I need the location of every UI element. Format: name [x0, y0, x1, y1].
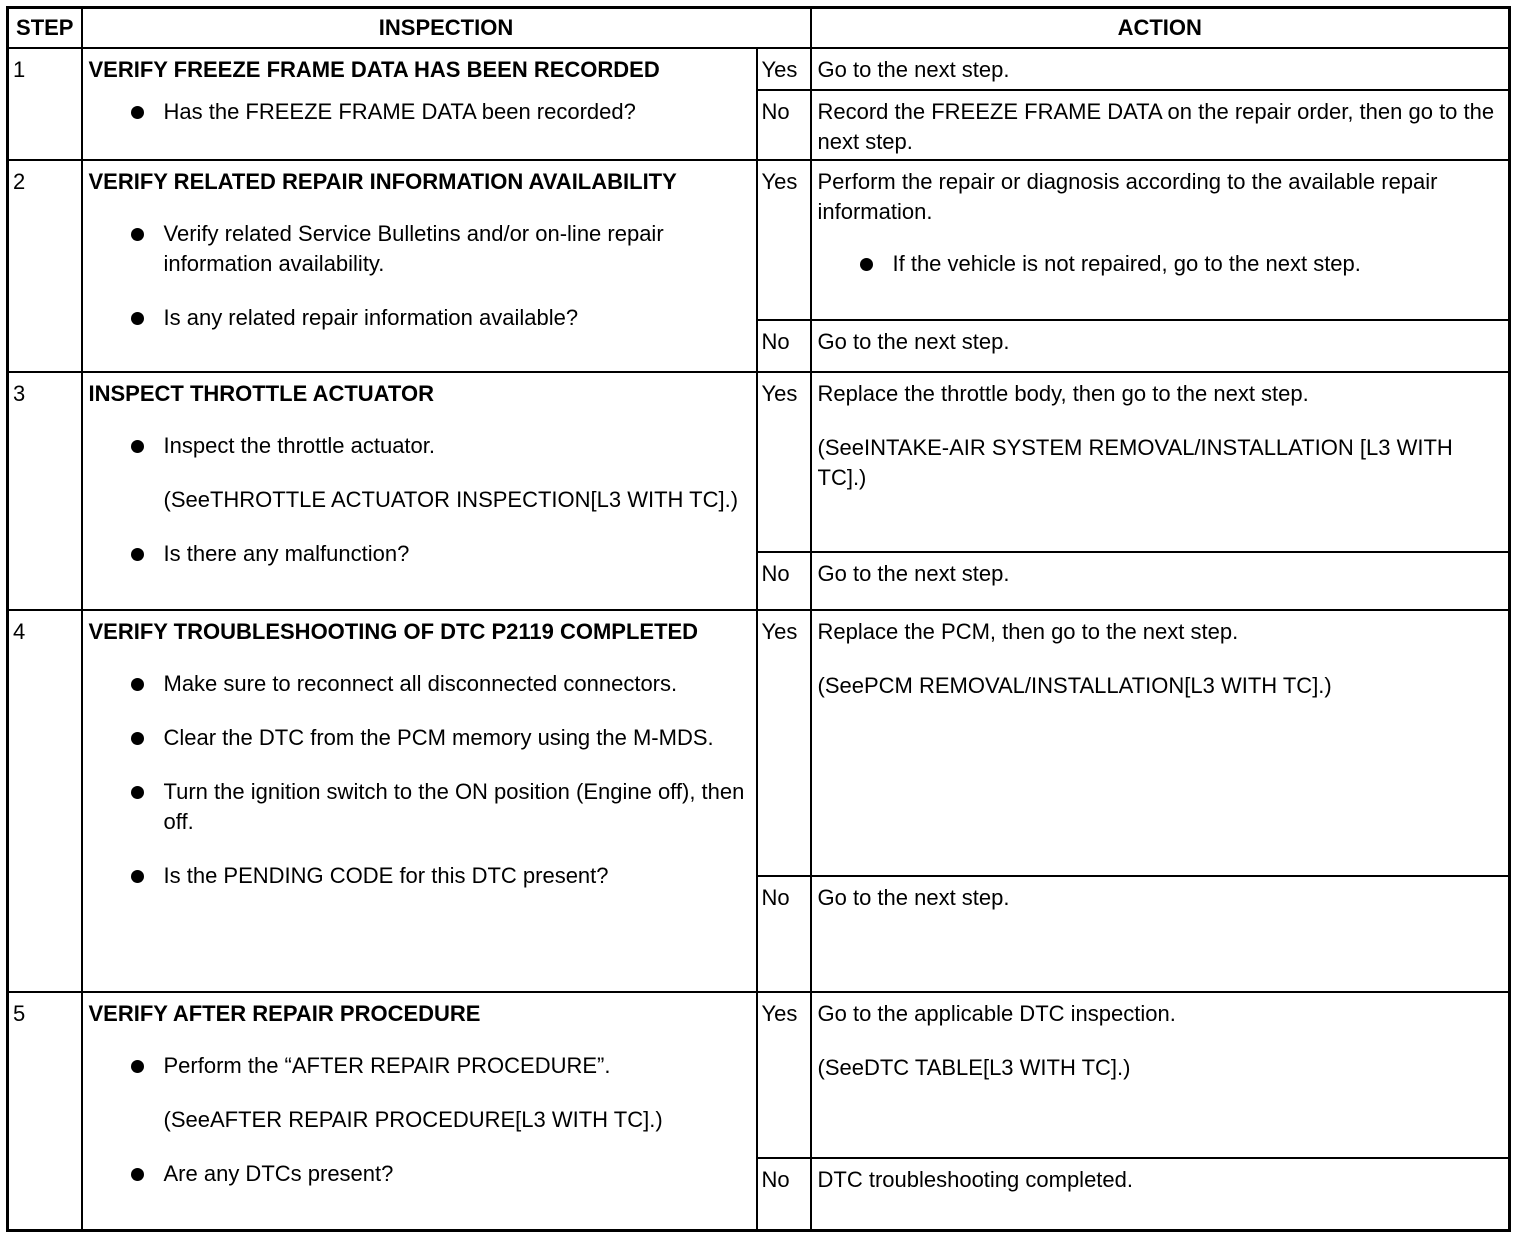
- action-bullet: If the vehicle is not repaired, go to the next step.: [818, 249, 1503, 279]
- yes-action-cell: [811, 372, 1510, 552]
- step-number: 2: [8, 160, 82, 372]
- bullet-icon: [131, 312, 144, 325]
- no-action: Go to the next step.: [811, 876, 1510, 992]
- yes-action: Replace the PCM, then go to the next step.: [817, 619, 1239, 644]
- inspection-bullet: Is the PENDING CODE for this DTC present?: [89, 861, 750, 891]
- step-title: INSPECT THROTTLE ACTUATOR: [88, 381, 434, 406]
- bullet-icon: [131, 870, 144, 883]
- inspection-bullet: Are any DTCs present?: [89, 1159, 750, 1189]
- no-action: Go to the next step.: [811, 552, 1510, 610]
- step-title: VERIFY FREEZE FRAME DATA HAS BEEN RECORDED: [88, 57, 660, 82]
- inspection-cell: [82, 160, 757, 372]
- yes-action: Perform the repair or diagnosis according to the available repair information.: [817, 169, 1438, 224]
- step-1-yes-row: [8, 48, 1510, 90]
- inspection-bullet: Is any related repair information available?: [89, 303, 750, 333]
- diagnostic-procedure-table: [6, 6, 1511, 1232]
- bullet-icon: [131, 678, 144, 691]
- yes-label: Yes: [757, 48, 811, 90]
- reference-note: (SeeTHROTTLE ACTUATOR INSPECTION[L3 WITH TC].): [163, 487, 739, 512]
- yes-label: Yes: [757, 160, 811, 320]
- no-label: No: [757, 90, 811, 160]
- step-5-yes-row: [8, 992, 1510, 1158]
- step-number: 4: [8, 610, 82, 992]
- no-label: No: [757, 320, 811, 372]
- reference-note: (SeeDTC TABLE[L3 WITH TC].): [817, 1055, 1131, 1080]
- bullet-icon: [131, 548, 144, 561]
- step-title: VERIFY RELATED REPAIR INFORMATION AVAILABILITY: [88, 169, 677, 194]
- yes-action: Go to the next step.: [811, 48, 1510, 90]
- inspection-cell: [82, 48, 757, 160]
- step-2-yes-row: [8, 160, 1510, 320]
- step-title: VERIFY AFTER REPAIR PROCEDURE: [88, 1001, 481, 1026]
- step-3-yes-row: [8, 372, 1510, 552]
- reference-note: (SeePCM REMOVAL/INSTALLATION[L3 WITH TC].): [817, 673, 1332, 698]
- no-action: DTC troubleshooting completed.: [811, 1158, 1510, 1230]
- step-number: 1: [8, 48, 82, 160]
- inspection-bullet: Make sure to reconnect all disconnected connectors.: [89, 669, 750, 699]
- inspection-bullet: Has the FREEZE FRAME DATA been recorded?: [89, 97, 750, 127]
- yes-action-cell: [811, 610, 1510, 876]
- no-label: No: [757, 552, 811, 610]
- bullet-icon: [131, 228, 144, 241]
- inspection-cell: [82, 372, 757, 610]
- yes-action-cell: [811, 992, 1510, 1158]
- no-action: Go to the next step.: [811, 320, 1510, 372]
- step-4-yes-row: [8, 610, 1510, 876]
- bullet-icon: [131, 732, 144, 745]
- header-step: STEP: [8, 8, 82, 49]
- header-action: ACTION: [811, 8, 1510, 49]
- bullet-icon: [131, 440, 144, 453]
- inspection-bullet: Verify related Service Bulletins and/or on-line repair information availability.: [89, 219, 750, 279]
- inspection-bullet: Perform the “AFTER REPAIR PROCEDURE”.: [89, 1051, 750, 1081]
- inspection-bullet: Turn the ignition switch to the ON position (Engine off), then off.: [89, 777, 750, 837]
- inspection-cell: [82, 992, 757, 1230]
- inspection-cell: [82, 610, 757, 992]
- inspection-bullet: Inspect the throttle actuator.: [89, 431, 750, 461]
- header-inspection: INSPECTION: [82, 8, 811, 49]
- yes-action-cell: [811, 160, 1510, 320]
- bullet-icon: [131, 786, 144, 799]
- inspection-bullet: Is there any malfunction?: [89, 539, 750, 569]
- reference-note: (SeeINTAKE-AIR SYSTEM REMOVAL/INSTALLATION [L3 WITH TC].): [817, 435, 1453, 490]
- bullet-icon: [131, 106, 144, 119]
- step-title: VERIFY TROUBLESHOOTING OF DTC P2119 COMPLETED: [88, 619, 699, 644]
- step-number: 5: [8, 992, 82, 1230]
- bullet-icon: [131, 1168, 144, 1181]
- reference-note: (SeeAFTER REPAIR PROCEDURE[L3 WITH TC].): [163, 1107, 663, 1132]
- bullet-icon: [131, 1060, 144, 1073]
- step-number: 3: [8, 372, 82, 610]
- header-row: [8, 8, 1510, 49]
- no-label: No: [757, 876, 811, 992]
- yes-label: Yes: [757, 610, 811, 876]
- no-label: No: [757, 1158, 811, 1230]
- yes-action: Go to the applicable DTC inspection.: [817, 1001, 1176, 1026]
- yes-label: Yes: [757, 372, 811, 552]
- inspection-bullet: Clear the DTC from the PCM memory using the M-MDS.: [89, 723, 750, 753]
- yes-action: Replace the throttle body, then go to the next step.: [817, 381, 1309, 406]
- no-action: Record the FREEZE FRAME DATA on the repair order, then go to the next step.: [811, 90, 1510, 160]
- bullet-icon: [860, 258, 873, 271]
- yes-label: Yes: [757, 992, 811, 1158]
